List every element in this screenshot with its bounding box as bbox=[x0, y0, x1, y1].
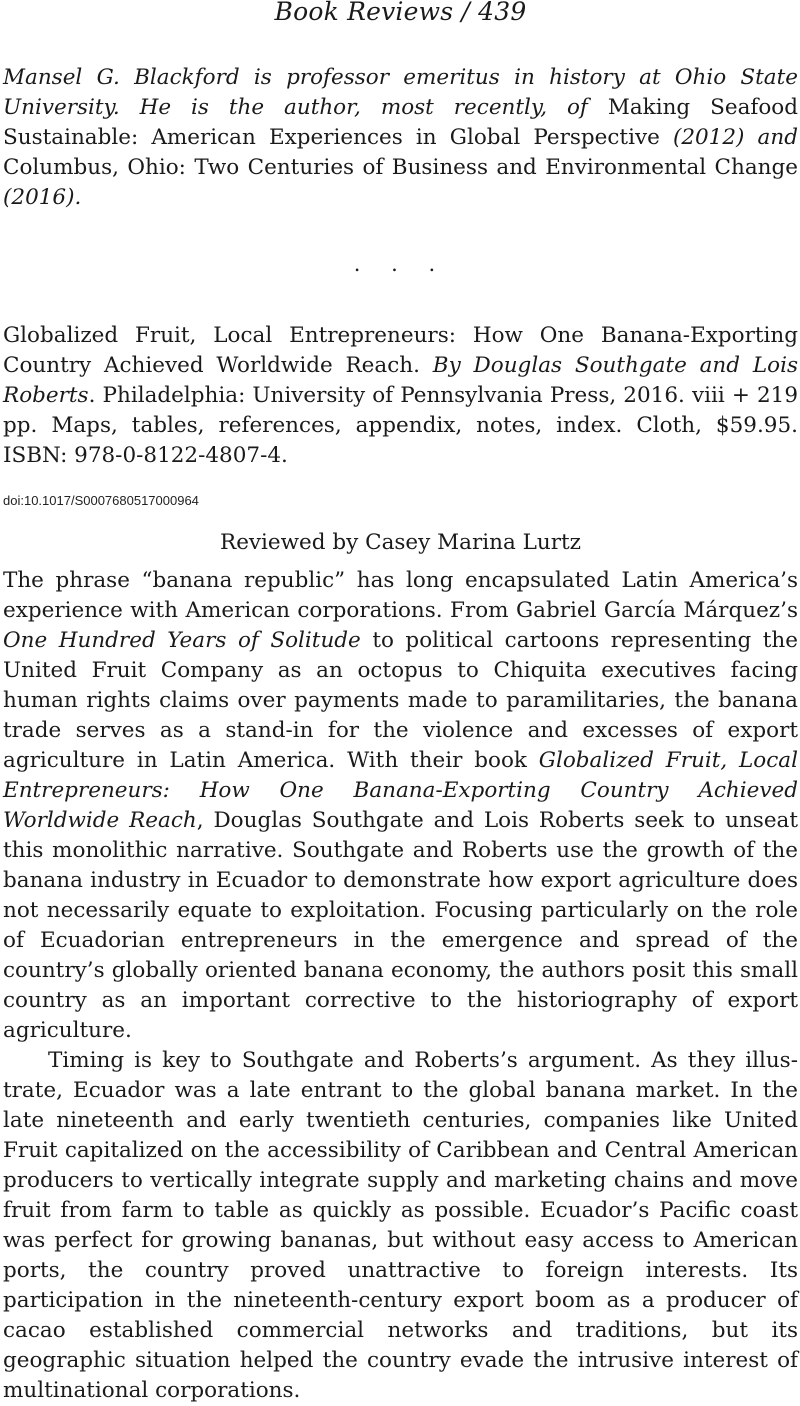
bio-book2-title: Columbus, Ohio: Two Centuries of Business and Environmental Change bbox=[3, 155, 798, 180]
citation-publication: . Philadelphia: University of Pennsylvania Press, 2016. viii + 219 pp. Maps, tables, references, appendix, notes, index. Cloth, $59.95. ISBN: 978-0-8122-4807-4. bbox=[3, 383, 798, 468]
reviewer-bio bbox=[3, 63, 798, 213]
bio-book2-year: (2016). bbox=[3, 185, 82, 210]
review-paragraph-2: Timing is key to Southgate and Roberts’s argument. As they illustrate, Ecuador was a late entrant to the global banana market. In the late nineteenth and early twentieth centuries, companies like United Fruit capitalized on the accessibility of Caribbean and Central American producers to vertically integrate supply and marketing chains and move fruit from farm to table as quickly as possible. Ecuador’s Pacific coast was perfect for growing bananas, but without easy access to American ports, the country proved unattractive to foreign interests. Its participation in the nineteenth-century export boom as a producer of cacao established commercial networks and traditions, but its geographic situation helped the country evade the intrusive interest of multinational corporations. bbox=[3, 1047, 798, 1403]
bio-book1-year: (2012) and bbox=[659, 125, 798, 150]
p1-part2: to political cartoons representing the United Fruit Company as an octopus to Chiquita executives facing human rights claims over payments made to paramilitaries, the banana trade serves as a stand-in for the violence and excesses of export agriculture in Latin America. With their book bbox=[3, 627, 798, 773]
p1-part3: , Douglas Southgate and Lois Roberts seek to unseat this monolithic narrative. Southgate and Roberts use the growth of the banana industry in Ecuador to demonstrate how export agriculture does not necessarily equate to exploitation. Focusing particularly on the role of Ecuadorian entrepreneurs in the emergence and spread of the country’s globally oriented banana economy, the authors posit this small country as an important corrective to the historiography of export agriculture. bbox=[3, 807, 799, 1043]
p1-part1: The phrase “banana republic” has long encapsulated Latin America’s experience with American corporations. From Gabriel García Márquez’s bbox=[3, 567, 798, 623]
book-citation bbox=[3, 321, 798, 471]
citation-authors: By Douglas Southgate and Lois Roberts bbox=[3, 353, 798, 408]
p1-title2: Globalized Fruit, Local Entrepreneurs: How One Banana-Exporting Country Achieved Worldwide Reach bbox=[3, 747, 798, 833]
running-head: Book Reviews / 439 bbox=[274, 0, 527, 26]
bio-intro: Mansel G. Blackford is professor emeritus in history at Ohio State University. He is the author, most recently, of bbox=[3, 65, 798, 120]
doi-link[interactable]: doi:10.1017/S0007680517000964 bbox=[3, 492, 199, 508]
review-body bbox=[3, 566, 798, 1406]
review-paragraph-1 bbox=[3, 566, 798, 1046]
bio-book1-title: Making Seafood Sustainable: American Experiences in Global Perspective bbox=[3, 95, 798, 150]
reviewer-byline: Reviewed by Casey Marina Lurtz bbox=[220, 529, 581, 555]
section-separator: . . . bbox=[353, 252, 448, 276]
citation-title: Globalized Fruit, Local Entrepreneurs: How One Banana-Exporting Country Achieved Worldwide Reach. bbox=[3, 323, 798, 378]
p1-title1: One Hundred Years of Solitude bbox=[3, 627, 361, 653]
